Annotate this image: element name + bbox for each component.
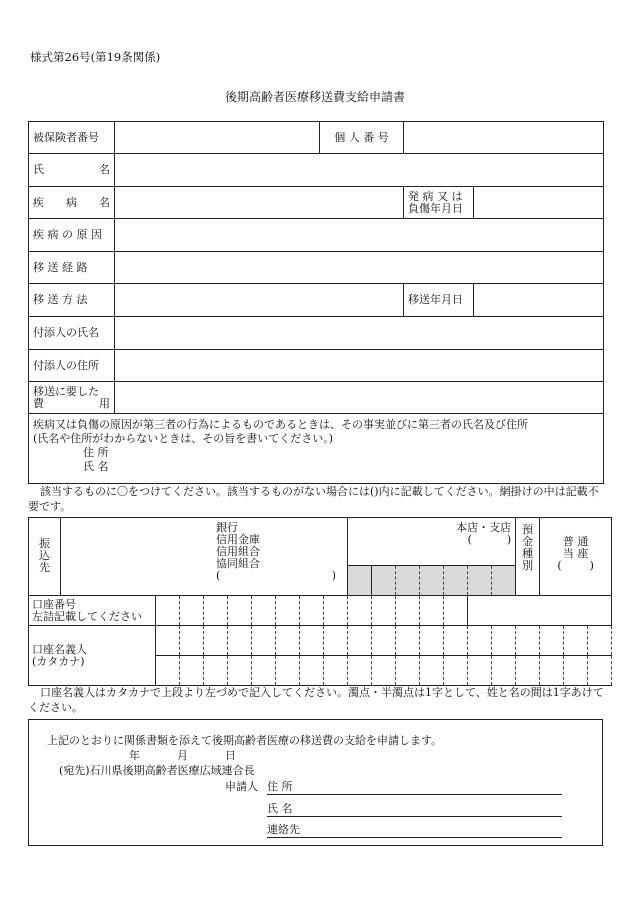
personal-number-label: 個 人 番 号 (320, 122, 404, 154)
account-number-cell[interactable] (156, 596, 180, 626)
holder-kana-cell[interactable] (348, 626, 372, 656)
form-number: 様式第26号(第19条関係) (30, 50, 161, 64)
holder-kana-cell[interactable] (228, 656, 252, 686)
applicant-label: 申請人 (225, 780, 258, 793)
holder-kana-cell[interactable] (276, 626, 300, 656)
applicant-address-line[interactable] (267, 778, 562, 795)
branch-code-cell (444, 566, 468, 596)
holder-kana-cell[interactable] (252, 626, 276, 656)
account-holder-label: 口座名義人 (カタカナ) (29, 626, 156, 686)
holder-kana-cell[interactable] (180, 656, 204, 686)
holder-kana-cell[interactable] (588, 626, 612, 656)
account-number-cell[interactable] (180, 596, 204, 626)
holder-kana-cell[interactable] (444, 626, 468, 656)
onset-date-label: 発 病 又 は 負傷年月日 (404, 187, 474, 219)
onset-date-field[interactable] (474, 187, 604, 219)
third-party-name-label: 氏 名 (83, 460, 109, 473)
third-party-address-label: 住 所 (83, 446, 109, 459)
holder-kana-cell[interactable] (564, 626, 588, 656)
method-field[interactable] (115, 284, 404, 317)
holder-kana-cell[interactable] (468, 656, 492, 686)
branch-field[interactable] (348, 518, 516, 566)
holder-kana-cell[interactable] (468, 626, 492, 656)
disease-name-label: 疾 病 名 (29, 187, 115, 219)
institution-type-credit-union: 信用組合 (216, 545, 260, 558)
holder-kana-cell[interactable] (276, 656, 300, 686)
account-number-cell[interactable] (252, 596, 276, 626)
insured-number-field[interactable] (115, 122, 320, 154)
bank-account-table (28, 517, 612, 686)
holder-kana-cell[interactable] (204, 626, 228, 656)
holder-kana-cell[interactable] (180, 626, 204, 656)
holder-kana-cell[interactable] (372, 626, 396, 656)
branch-code-cell (492, 566, 516, 596)
applicant-name-line[interactable] (267, 800, 562, 817)
holder-kana-cell[interactable] (588, 656, 612, 686)
personal-number-field[interactable] (404, 122, 604, 154)
applicant-info-table (28, 121, 604, 484)
holder-kana-cell[interactable] (204, 656, 228, 686)
branch-code-cell (372, 566, 396, 596)
name-label: 氏 名 (29, 154, 115, 187)
instruction-note: 該当するものに〇をつけてください。該当するものがない場合には()内に記載してください。網掛けの中は記載不要です。 (28, 485, 599, 513)
holder-kana-cell[interactable] (348, 656, 372, 686)
holder-kana-cell[interactable] (564, 656, 588, 686)
holder-kana-cell[interactable] (420, 656, 444, 686)
account-number-cell[interactable] (300, 596, 324, 626)
account-number-cell[interactable] (396, 596, 420, 626)
holder-kana-cell[interactable] (156, 656, 180, 686)
addressee: (宛先)石川県後期高齢者医療広域連合長 (59, 764, 255, 777)
account-type-field[interactable] (540, 518, 612, 596)
holder-kana-cell[interactable] (300, 656, 324, 686)
account-type-paren: ( ) (557, 559, 594, 572)
transfer-date-label: 移送年月日 (404, 284, 474, 317)
deposit-type-label: 預 金 種 別 (516, 518, 540, 596)
document-title: 後期高齢者医療移送費支給申請書 (224, 90, 405, 104)
institution-type-bank: 銀行 (216, 521, 238, 534)
applicant-name-label: 氏 名 (267, 802, 293, 815)
cost-label: 移送に要した 費 用 (29, 382, 115, 414)
attendant-name-field[interactable] (115, 317, 604, 350)
applicant-contact-label: 連絡先 (267, 823, 300, 836)
holder-kana-cell[interactable] (324, 626, 348, 656)
account-number-cell[interactable] (324, 596, 348, 626)
account-number-cell[interactable] (204, 596, 228, 626)
date-day-label: 日 (225, 749, 236, 762)
institution-type-shinkin: 信用金庫 (216, 533, 260, 546)
account-number-cell[interactable] (348, 596, 372, 626)
applicant-contact-line[interactable] (267, 821, 562, 838)
holder-kana-cell[interactable] (252, 656, 276, 686)
route-field[interactable] (115, 252, 604, 284)
third-party-note-sub: (氏名や住所がわからないときは、その旨を書いてください。) (33, 432, 334, 445)
attendant-name-label: 付添人の氏名 (29, 317, 115, 350)
method-label: 移 送 方 法 (29, 284, 115, 317)
holder-kana-cell[interactable] (156, 626, 180, 656)
holder-kana-cell[interactable] (540, 656, 564, 686)
branch-code-cell (396, 566, 420, 596)
route-label: 移 送 経 路 (29, 252, 115, 284)
account-type-ordinary: 普 通 (562, 535, 589, 548)
third-party-note: 疾病又は負傷の原因が第三者の行為によるものであるときは、その事実並びに第三者の氏名及び住所 (33, 418, 528, 431)
transfer-to-label: 振 込 先 (29, 518, 61, 596)
third-party-section[interactable] (29, 414, 604, 484)
account-number-label: 口座番号 左詰記載してください (29, 596, 156, 626)
holder-kana-cell[interactable] (516, 626, 540, 656)
attendant-address-label: 付添人の住所 (29, 350, 115, 382)
branch-code-cell (420, 566, 444, 596)
account-number-cell[interactable] (444, 596, 468, 626)
application-statement: 上記のとおりに関係書類を添えて後期高齢者医療の移送費の支給を申請します。 (47, 734, 443, 747)
branch-code-cell (468, 566, 492, 596)
date-year-label: 年 (129, 749, 140, 762)
holder-kana-cell[interactable] (372, 656, 396, 686)
katakana-instruction: 口座名義人はカタカナで上段より左づめで記入してください。濁点・半濁点は1字として、姓と名の間は1字あけてください。 (28, 686, 604, 714)
account-number-blank (468, 596, 612, 626)
holder-kana-cell[interactable] (396, 656, 420, 686)
holder-kana-cell[interactable] (516, 656, 540, 686)
applicant-address-label: 住 所 (267, 780, 293, 793)
application-signature-box (28, 719, 603, 846)
cause-label: 疾 病 の 原 因 (29, 219, 115, 252)
account-number-cell[interactable] (420, 596, 444, 626)
holder-kana-cell[interactable] (540, 626, 564, 656)
holder-kana-cell[interactable] (444, 656, 468, 686)
cost-field[interactable] (115, 382, 604, 414)
cause-field[interactable] (115, 219, 604, 252)
holder-kana-cell[interactable] (492, 626, 516, 656)
holder-kana-cell[interactable] (492, 656, 516, 686)
branch-label: 本店・支店 (456, 521, 512, 534)
branch-code-cell (348, 566, 372, 596)
holder-kana-cell[interactable] (300, 626, 324, 656)
name-field[interactable] (115, 154, 604, 187)
holder-kana-cell[interactable] (324, 656, 348, 686)
transfer-date-field[interactable] (474, 284, 604, 317)
account-number-cell[interactable] (372, 596, 396, 626)
branch-paren: ( ) (467, 533, 512, 546)
holder-kana-cell[interactable] (420, 626, 444, 656)
institution-type-cooperative: 協同組合 (216, 557, 260, 570)
account-type-current: 当 座 (562, 547, 589, 560)
insured-number-label: 被保険者番号 (29, 122, 115, 154)
holder-kana-cell[interactable] (396, 626, 420, 656)
account-number-cell[interactable] (276, 596, 300, 626)
account-number-cell[interactable] (228, 596, 252, 626)
holder-kana-cell[interactable] (228, 626, 252, 656)
financial-institution-field[interactable]: 銀行 信用金庫 信用組合 協同組合 ( ) (61, 518, 348, 596)
date-month-label: 月 (177, 749, 188, 762)
disease-name-field[interactable] (115, 187, 404, 219)
attendant-address-field[interactable] (115, 350, 604, 382)
